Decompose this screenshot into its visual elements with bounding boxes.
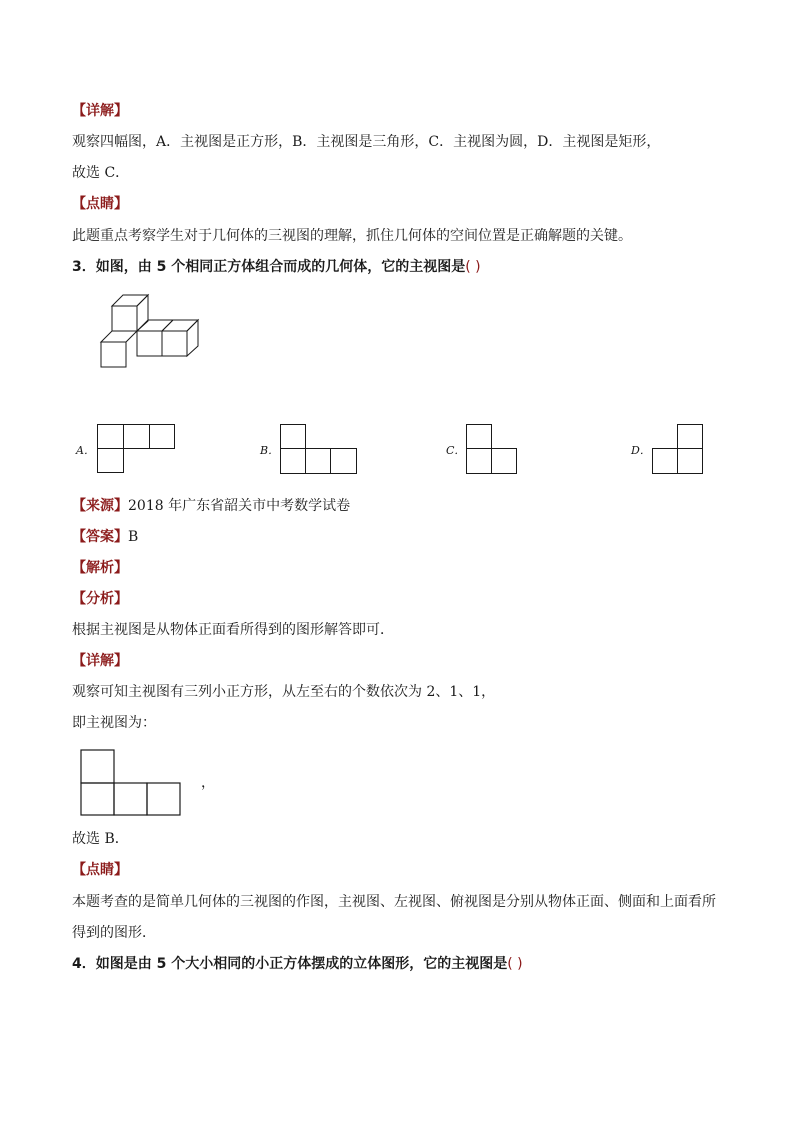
choice-text: 故选 B． xyxy=(72,831,129,847)
option-b-figure[interactable] xyxy=(280,424,360,474)
comment-text: 此题重点考察学生对于几何体的三视图的理解，抓住几何体的空间位置是正确解题的关键。 xyxy=(72,228,632,244)
question-3 xyxy=(72,258,481,276)
answer-text: B xyxy=(128,529,139,545)
answer-paren: ( ) xyxy=(507,956,523,972)
cube-front-face xyxy=(101,342,126,367)
source-text: 2018 年广东省韶关市中考数学试卷 xyxy=(128,498,351,514)
source-line xyxy=(72,497,350,515)
cube-side-face xyxy=(187,320,198,356)
answer-tag: 【答案】 xyxy=(72,529,128,545)
option-c-figure[interactable] xyxy=(466,424,521,474)
question-4-text: 4．如图是由 5 个大小相同的小正方体摆成的立体图形，它的主视图是 xyxy=(72,956,508,972)
detail-text: 观察可知主视图有三列小正方形，从左至右的个数依次为 2、1、1， xyxy=(72,684,496,700)
view-intro: 即主视图为： xyxy=(72,715,156,731)
comment-tag: 【点睛】 xyxy=(72,862,128,878)
option-d-label: D． xyxy=(631,444,651,457)
comment-tag: 【点睛】 xyxy=(72,196,128,212)
option-a-figure[interactable] xyxy=(97,424,177,474)
cube-top-face xyxy=(101,331,137,342)
option-b-label: B． xyxy=(260,444,280,457)
comment-line-2: 得到的图形． xyxy=(72,925,156,941)
source-tag: 【来源】 xyxy=(72,498,128,514)
detail-tag: 【详解】 xyxy=(72,103,128,119)
cube-front-face xyxy=(112,306,137,331)
cube-solid-figure xyxy=(100,294,205,369)
fenxi-text: 根据主视图是从物体正面看所得到的图形解答即可． xyxy=(72,622,394,638)
option-a-label: A． xyxy=(76,444,95,457)
option-d-figure[interactable] xyxy=(652,424,707,474)
question-4 xyxy=(72,955,523,973)
answer-paren: ( ) xyxy=(465,259,481,275)
answer-line xyxy=(72,528,138,546)
fenxi-tag: 【分析】 xyxy=(72,591,128,607)
main-view-figure xyxy=(80,749,185,817)
analysis-tag: 【解析】 xyxy=(72,560,128,576)
comment-line-1: 本题考查的是简单几何体的三视图的作图，主视图、左视图、俯视图是分别从物体正面、侧面和上面看所 xyxy=(72,894,716,910)
detail-text: 观察四幅图，A．主视图是正方形，B．主视图是三角形，C．主视图为圆，D．主视图是矩形， xyxy=(72,134,661,150)
question-3-text: 3．如图，由 5 个相同正方体组合而成的几何体，它的主视图是 xyxy=(72,259,466,275)
detail-tag: 【详解】 xyxy=(72,653,128,669)
cube-front-face xyxy=(137,331,162,356)
choice-text: 故选 C． xyxy=(72,165,130,181)
option-c-label: C． xyxy=(446,444,466,457)
view-comma: ， xyxy=(201,775,215,791)
cube-front-face xyxy=(162,331,187,356)
